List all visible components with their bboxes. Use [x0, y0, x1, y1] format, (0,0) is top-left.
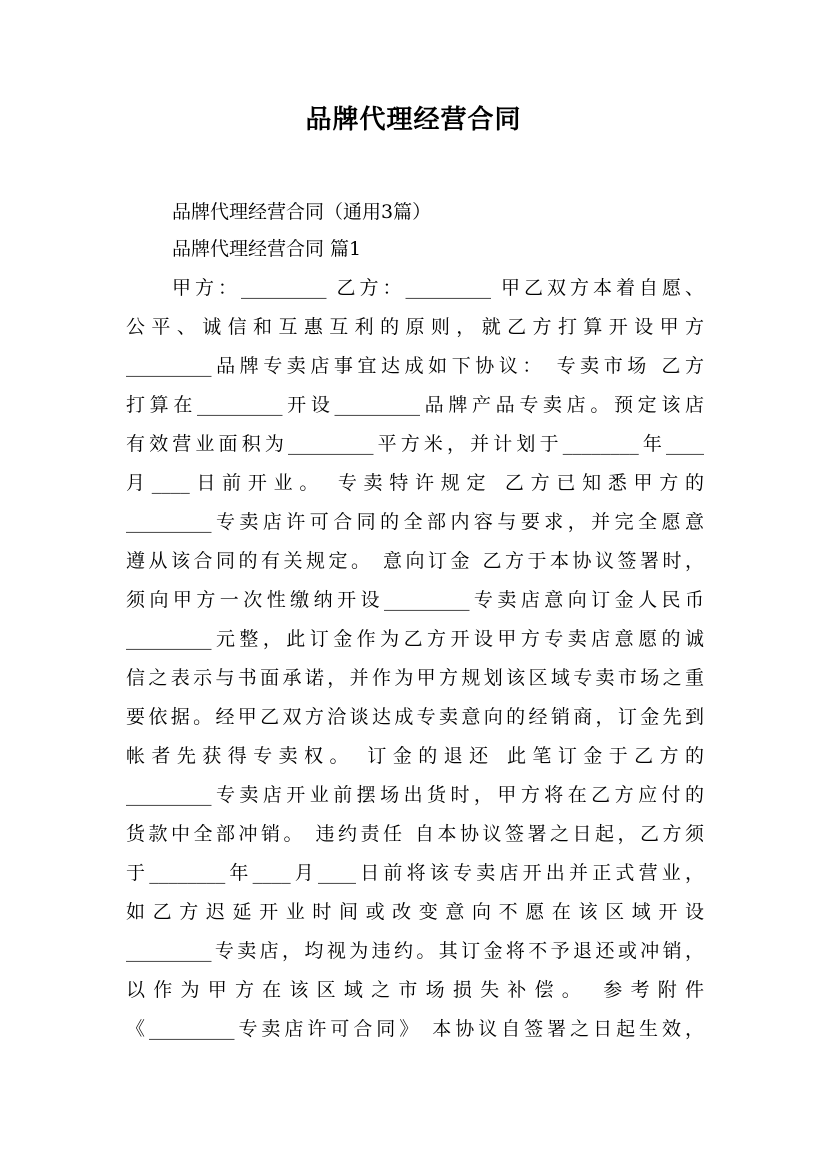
document-title: 品牌代理经营合同 — [305, 105, 522, 135]
body-line: 公平、诚信和互惠互利的原则，就乙方打算开设甲方 — [126, 316, 704, 338]
section-heading: 品牌代理经营合同 篇1 — [172, 238, 362, 260]
body-line: _________专卖店开业前摆场出货时，甲方将在乙方应付的 — [126, 784, 704, 806]
body-line: 以作为甲方在该区域之市场损失补偿。 参考附件 — [126, 979, 704, 1001]
body-line: _________品牌专卖店事宜达成如下协议： 专卖市场 乙方 — [126, 355, 704, 377]
body-line: 信之表示与书面承诺，并作为甲方规划该区域专卖市场之重 — [126, 667, 704, 689]
body-line: _________专卖店许可合同的全部内容与要求，并完全愿意 — [126, 511, 704, 533]
document-subtitle: 品牌代理经营合同（通用3篇） — [172, 201, 432, 223]
body-line: 甲方：_________ 乙方：_________ 甲乙双方本着自愿、 — [172, 277, 704, 299]
body-line: 货款中全部冲销。 违约责任 自本协议签署之日起，乙方须 — [126, 823, 704, 845]
body-line: 如乙方迟延开业时间或改变意向不愿在该区域开设 — [126, 901, 704, 923]
body-line: _________元整，此订金作为乙方开设甲方专卖店意愿的诚 — [126, 628, 704, 650]
body-line: 打算在_________开设_________品牌产品专卖店。预定该店 — [126, 394, 704, 416]
body-line: 于________年____月____日前将该专卖店开出并正式营业， — [126, 862, 704, 884]
body-line: 《_________专卖店许可合同》 本协议自签署之日起生效， — [126, 1018, 704, 1040]
body-line: _________专卖店，均视为违约。其订金将不予退还或冲销， — [126, 940, 704, 962]
body-line: 帐者先获得专卖权。 订金的退还 此笔订金于乙方的 — [126, 745, 704, 767]
body-line: 月____日前开业。 专卖特许规定 乙方已知悉甲方的 — [126, 472, 704, 494]
body-line: 须向甲方一次性缴纳开设_________专卖店意向订金人民币 — [126, 589, 704, 611]
body-line: 有效营业面积为_________平方米，并计划于________年____ — [126, 433, 704, 455]
body-line: 遵从该合同的有关规定。 意向订金 乙方于本协议签署时， — [126, 550, 704, 572]
body-line: 要依据。经甲乙双方洽谈达成专卖意向的经销商，订金先到 — [126, 706, 704, 728]
